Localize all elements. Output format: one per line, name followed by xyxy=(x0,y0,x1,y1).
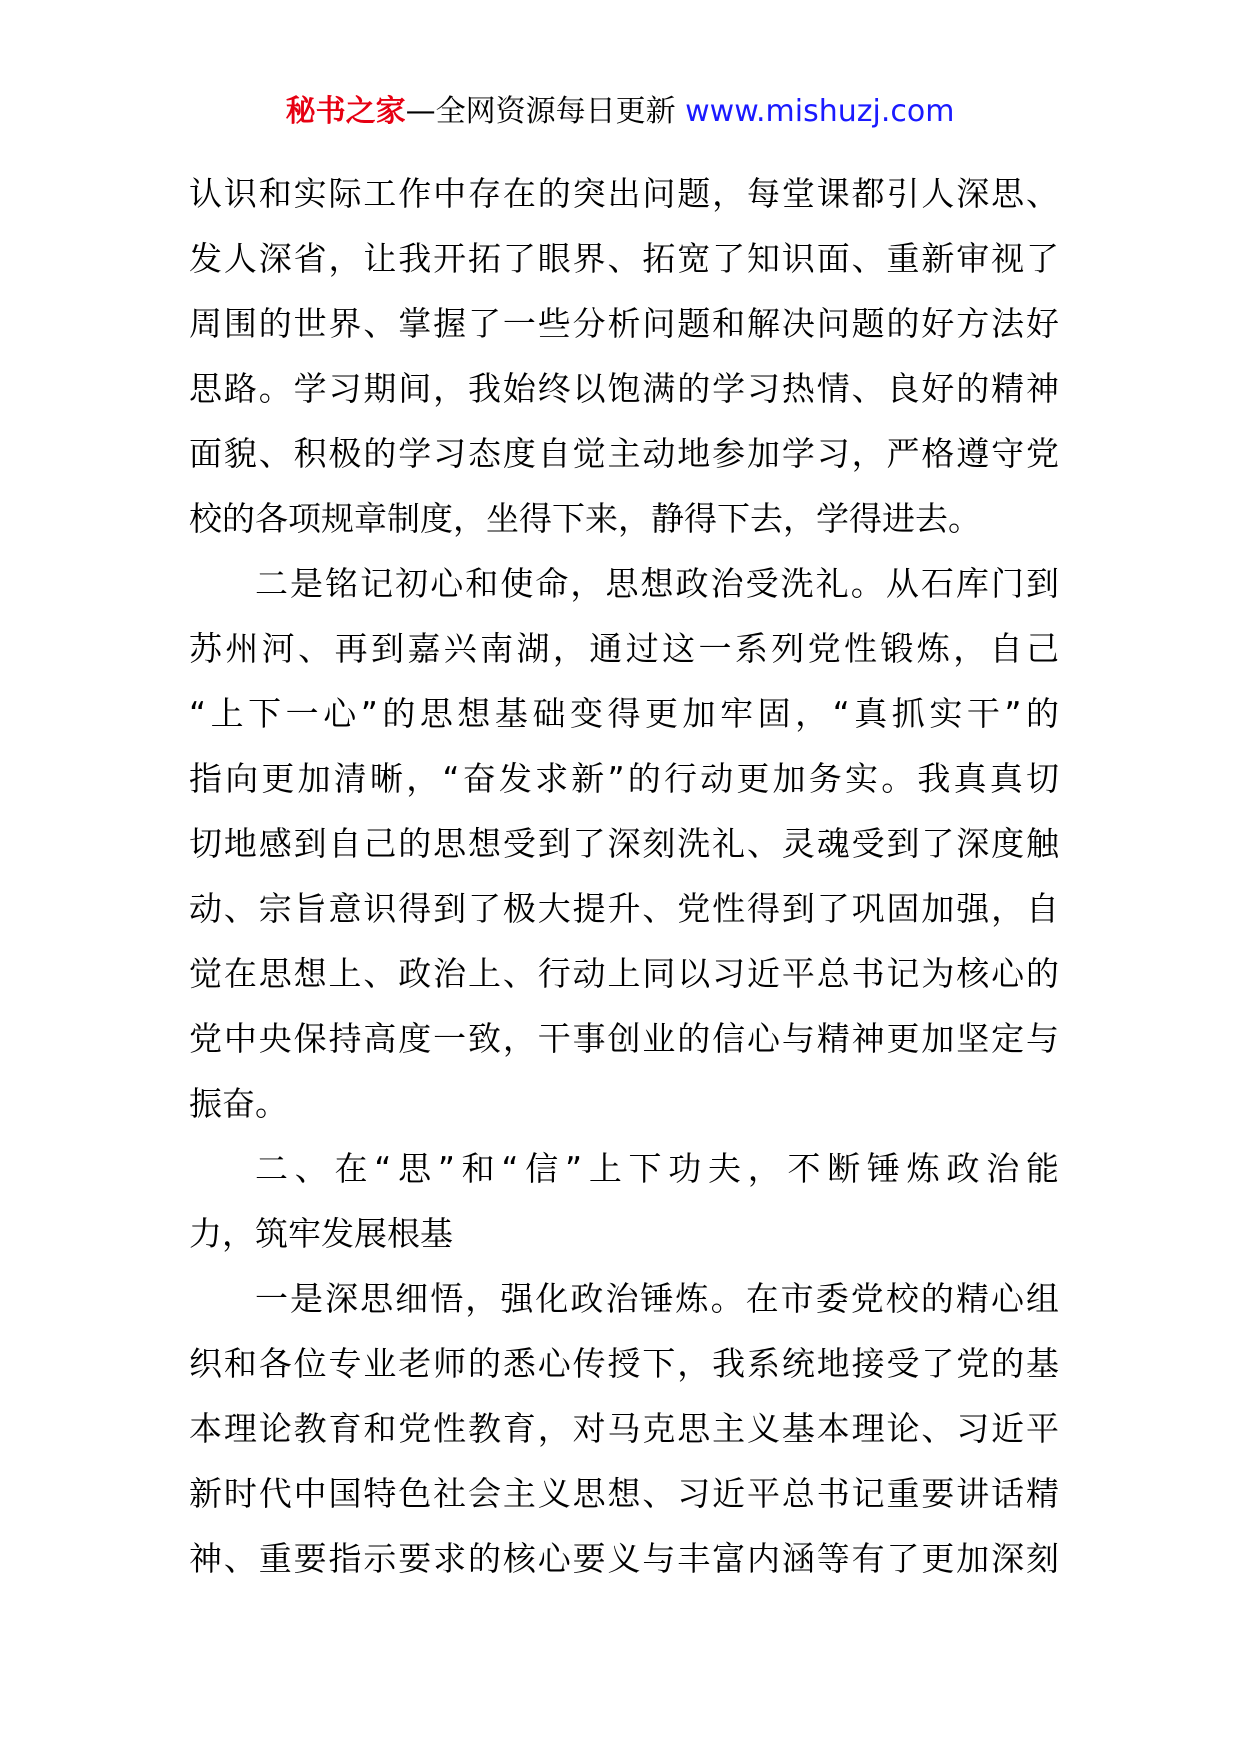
text-line: “上下一心”的思想基础变得更加牢固，“真抓实干”的 xyxy=(189,694,1059,733)
text-line: 觉在思想上、政治上、行动上同以习近平总书记为核心的 xyxy=(189,954,1059,993)
section-heading-continued: 力，筑牢发展根基 xyxy=(189,1214,453,1253)
text-line: 织和各位专业老师的悉心传授下，我系统地接受了党的基 xyxy=(189,1344,1059,1383)
site-header xyxy=(0,92,1240,132)
text-line: 本理论教育和党性教育，对马克思主义基本理论、习近平 xyxy=(189,1409,1059,1448)
paragraph-start-line: 一是深思细悟，强化政治锤炼。在市委党校的精心组 xyxy=(255,1279,1059,1318)
paragraph-start-line: 二是铭记初心和使命，思想政治受洗礼。从石库门到 xyxy=(255,564,1059,603)
site-brand: 秘书之家 xyxy=(285,94,406,129)
site-url-link[interactable]: www.mishuzj.com xyxy=(685,94,955,129)
text-line: 认识和实际工作中存在的突出问题，每堂课都引人深思、 xyxy=(189,174,1059,213)
text-line: 党中央保持高度一致，干事创业的信心与精神更加坚定与 xyxy=(189,1019,1059,1058)
text-line: 切地感到自己的思想受到了深刻洗礼、灵魂受到了深度触 xyxy=(189,824,1059,863)
text-line: 新时代中国特色社会主义思想、习近平总书记重要讲话精 xyxy=(189,1474,1059,1513)
text-line: 神、重要指示要求的核心要义与丰富内涵等有了更加深刻 xyxy=(189,1539,1059,1578)
text-line: 指向更加清晰，“奋发求新”的行动更加务实。我真真切 xyxy=(189,759,1059,798)
site-tagline: —全网资源每日更新 xyxy=(405,94,686,129)
text-line: 周围的世界、掌握了一些分析问题和解决问题的好方法好 xyxy=(189,304,1059,343)
text-line: 面貌、积极的学习态度自觉主动地参加学习，严格遵守党 xyxy=(189,434,1059,473)
document-body xyxy=(189,161,1059,1591)
text-line: 思路。学习期间，我始终以饱满的学习热情、良好的精神 xyxy=(189,369,1059,408)
text-line: 苏州河、再到嘉兴南湖，通过这一系列党性锻炼，自己 xyxy=(189,629,1059,668)
text-line: 发人深省，让我开拓了眼界、拓宽了知识面、重新审视了 xyxy=(189,239,1059,278)
text-line: 动、宗旨意识得到了极大提升、党性得到了巩固加强，自 xyxy=(189,889,1059,928)
text-line: 校的各项规章制度，坐得下来，静得下去，学得进去。 xyxy=(189,499,981,538)
text-line: 振奋。 xyxy=(189,1084,288,1123)
section-heading: 二、在“思”和“信”上下功夫，不断锤炼政治能 xyxy=(255,1149,1059,1188)
